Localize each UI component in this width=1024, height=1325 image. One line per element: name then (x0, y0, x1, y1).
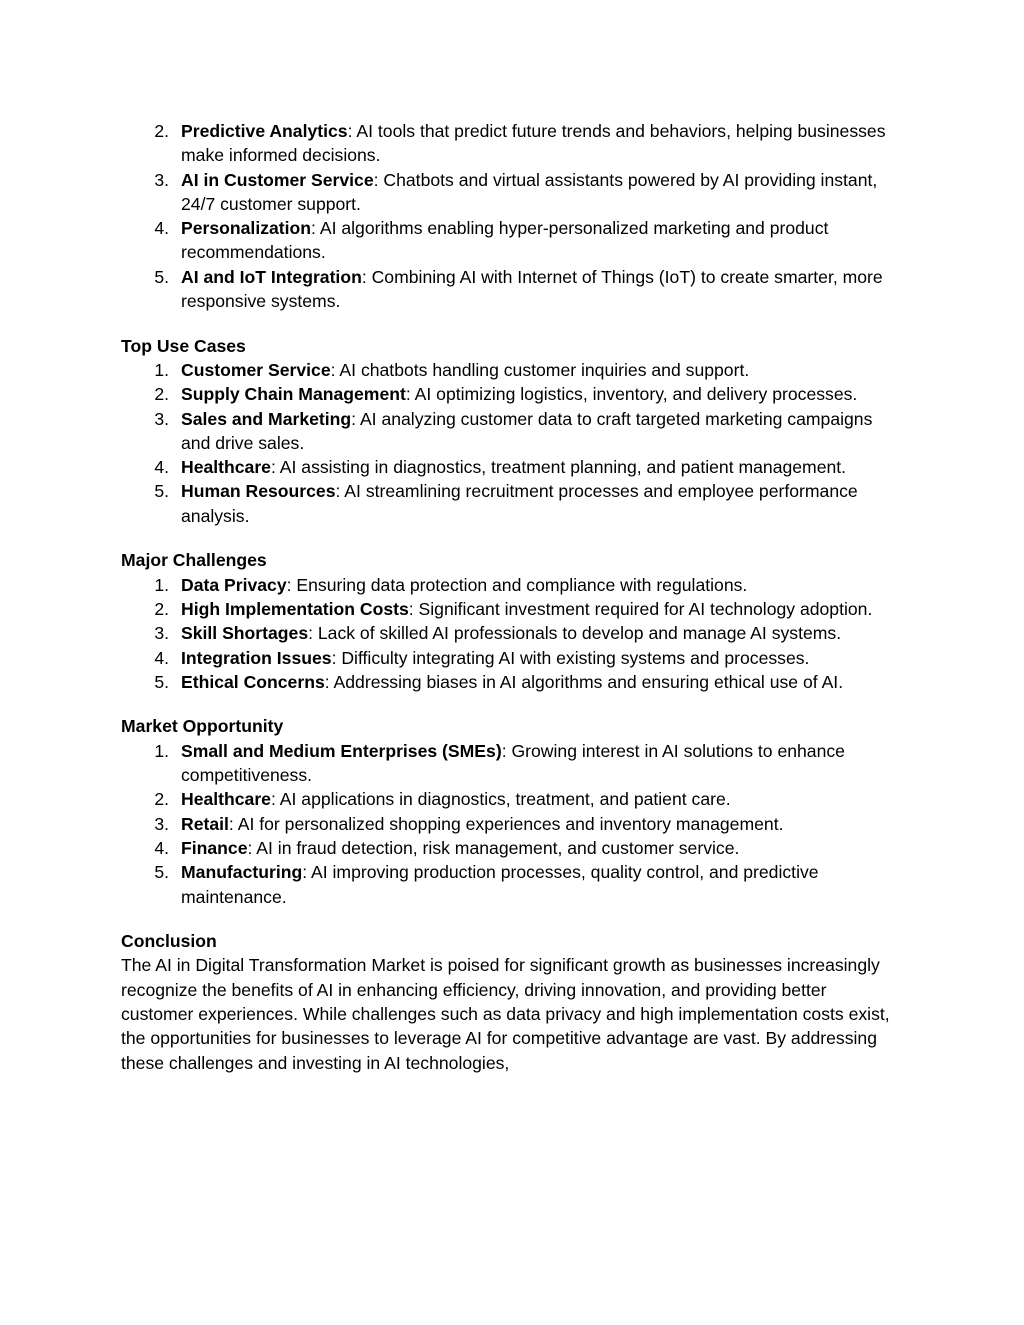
section-heading-conclusion: Conclusion (121, 931, 217, 952)
list-term: Retail (181, 813, 229, 834)
list-item (121, 670, 896, 694)
list-number: 3. (154, 169, 169, 190)
list-term: Manufacturing (181, 862, 303, 883)
list-number: 1. (154, 740, 169, 761)
list-item (121, 407, 896, 456)
list-text: : Growing interest in AI solutions to enhance competitiveness. (181, 740, 845, 786)
list-text: : Lack of skilled AI professionals to develop and manage AI systems. (308, 623, 842, 644)
section-heading-major-challenges: Major Challenges (121, 550, 267, 571)
list-term: High Implementation Costs (181, 598, 409, 619)
document-body (121, 119, 896, 1075)
list-text: : AI for personalized shopping experiences and inventory management. (228, 813, 784, 834)
list-term: Ethical Concerns (181, 671, 325, 692)
list-term: Predictive Analytics (181, 121, 348, 141)
list-text: : AI streamlining recruitment processes and employee performance analysis. (181, 481, 858, 526)
list-number: 2. (154, 598, 169, 619)
list-number: 5. (154, 862, 169, 883)
list-number: 2. (154, 384, 169, 405)
list-item (121, 573, 896, 597)
list-number: 3. (154, 408, 169, 429)
list-text: : Addressing biases in AI algorithms and ensuring ethical use of AI. (324, 671, 844, 692)
use-cases-list (121, 358, 896, 528)
list-item (121, 216, 896, 265)
list-item (121, 479, 896, 528)
list-term: Customer Service (181, 359, 331, 380)
list-text: : AI optimizing logistics, inventory, and delivery processes. (405, 384, 858, 405)
list-item (121, 646, 896, 670)
list-number: 1. (154, 574, 169, 595)
list-number: 5. (154, 481, 169, 502)
list-term: Finance (181, 837, 248, 858)
section-heading-market-opportunity: Market Opportunity (121, 716, 284, 737)
list-text: : AI analyzing customer data to craft targeted marketing campaigns and drive sales. (181, 408, 873, 453)
challenges-list (121, 573, 896, 694)
list-term: Healthcare (181, 789, 271, 810)
list-item (121, 455, 896, 479)
trends-list (121, 119, 896, 313)
list-item (121, 739, 896, 788)
list-item (121, 168, 896, 217)
list-text: : Chatbots and virtual assistants powered by AI providing instant, 24/7 customer support. (181, 169, 878, 214)
list-term: AI and IoT Integration (181, 266, 362, 287)
list-text: : AI tools that predict future trends and behaviors, helping businesses make informed decisions. (181, 121, 886, 166)
list-item (121, 382, 896, 406)
list-item (121, 836, 896, 860)
list-item (121, 358, 896, 382)
list-text: : AI assisting in diagnostics, treatment planning, and patient management. (270, 457, 847, 478)
list-text: : AI applications in diagnostics, treatment, and patient care. (270, 789, 731, 810)
list-term: Personalization (181, 218, 312, 239)
list-number: 5. (154, 266, 169, 287)
list-text: : Significant investment required for AI technology adoption. (408, 598, 873, 619)
list-item (121, 812, 896, 836)
opportunity-list (121, 739, 896, 909)
list-number: 4. (154, 647, 169, 668)
list-text: : Difficulty integrating AI with existing systems and processes. (331, 647, 810, 668)
list-item (121, 621, 896, 645)
list-number: 4. (154, 457, 169, 478)
list-text: : Ensuring data protection and compliance with regulations. (286, 574, 748, 595)
list-item (121, 787, 896, 811)
list-text: : AI improving production processes, quality control, and predictive maintenance. (181, 862, 819, 907)
list-item (121, 265, 896, 314)
list-number: 4. (154, 218, 169, 239)
list-number: 3. (154, 623, 169, 644)
list-number: 2. (154, 789, 169, 810)
list-number: 1. (154, 359, 169, 380)
list-number: 4. (154, 837, 169, 858)
list-item (121, 119, 896, 168)
conclusion-paragraph: The AI in Digital Transformation Market is poised for significant growth as businesses increasingly recognize the benefits of AI in enhancing efficiency, driving innovation, and providing better customer experiences. While challenges such as data privacy and high implementation costs exist, the opportunities for businesses to leverage AI for competitive advantage are vast. By addressing these challenges and investing in AI technologies, (121, 955, 890, 1073)
list-text: : AI algorithms enabling hyper-personalized marketing and product recommendations. (181, 218, 829, 263)
list-term: Healthcare (181, 457, 271, 478)
list-term: Small and Medium Enterprises (SMEs) (181, 740, 502, 761)
list-term: Sales and Marketing (181, 408, 352, 429)
list-text: : AI in fraud detection, risk management, and customer service. (247, 837, 740, 858)
list-term: AI in Customer Service (181, 169, 374, 190)
list-item (121, 860, 896, 909)
list-term: Supply Chain Management (181, 384, 406, 405)
list-number: 5. (154, 671, 169, 692)
list-text: : Combining AI with Internet of Things (IoT) to create smarter, more responsive systems. (181, 266, 883, 312)
list-term: Human Resources (181, 481, 336, 502)
list-term: Data Privacy (181, 574, 287, 595)
list-term: Skill Shortages (181, 623, 309, 644)
section-heading-top-use-cases: Top Use Cases (121, 335, 246, 356)
list-term: Integration Issues (181, 647, 332, 668)
list-item (121, 597, 896, 621)
list-text: : AI chatbots handling customer inquiries and support. (330, 359, 750, 380)
list-number: 3. (154, 813, 169, 834)
list-number: 2. (154, 121, 169, 141)
